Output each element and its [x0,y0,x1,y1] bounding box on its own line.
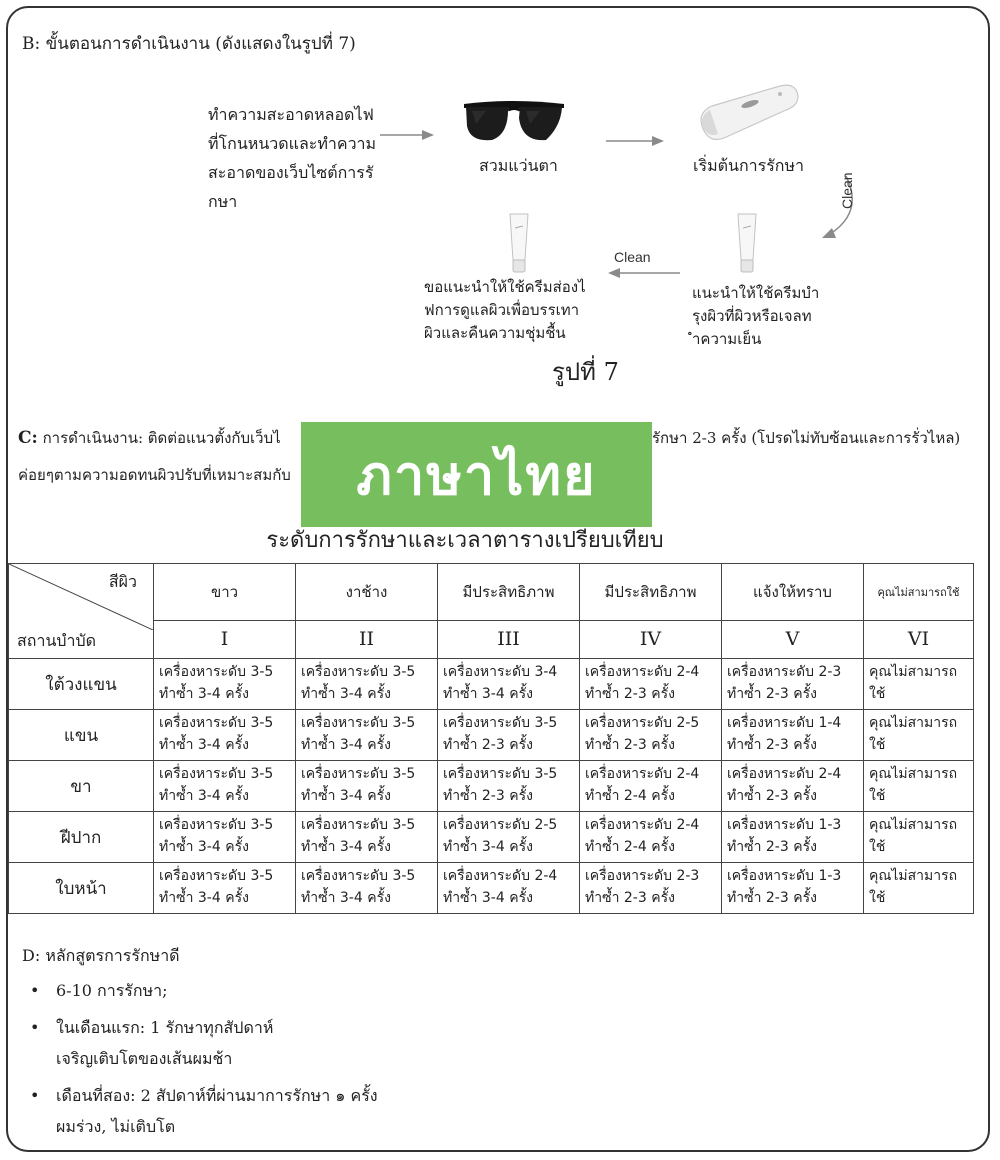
row-label: ฝีปาก [9,812,154,863]
table-row [9,659,974,710]
cream-tube-icon [508,212,530,274]
table-cell [580,863,722,914]
step-glasses-label: สวมแว่นตา [479,156,558,175]
cell-line: ทำซ้ำ 2-3 ครั้ง [585,686,675,702]
table-row [9,812,974,863]
clean-label: Clean [614,249,651,265]
skin-type-numeral: II [296,620,438,658]
step-clean-line: ทำความสะอาดหลอดไฟ [208,105,374,124]
treatment-area-label: สถานบำบัด [17,631,97,650]
cell-line: เครื่องหาระดับ 3-5 [443,766,558,782]
table-row [9,863,974,914]
cell-line: ทำซ้ำ 3-4 ครั้ง [301,890,391,906]
cell-line: เครื่องหาระดับ 3-5 [159,715,274,731]
cell-line: เครื่องหาระดับ 3-5 [443,715,558,731]
table-cell [296,863,438,914]
cell-line: เครื่องหาระดับ 2-3 [727,664,842,680]
cell-line: ทำซ้ำ 2-3 ครั้ง [443,737,533,753]
table-cell [438,761,580,812]
cell-line: เครื่องหาระดับ 3-5 [301,766,416,782]
step-clean-line: ที่โกนหนวดและทำความ [208,134,377,153]
step-cream-line: รุงผิวที่ผิวหรือเจลท [692,307,812,325]
section-d-label: D: [22,946,41,965]
bullet-icon: • [30,1018,40,1037]
row-label: ใต้วงแขน [9,659,154,710]
step-clean-text [208,100,376,216]
cell-line: ทำซ้ำ 3-4 ครั้ง [443,890,533,906]
cell-line: เครื่องหาระดับ 3-5 [301,715,416,731]
step-clean-line: กษา [208,192,238,211]
cell-line: ทำซ้ำ 2-3 ครั้ง [727,788,817,804]
cell-line: ใช้ [869,788,886,804]
cell-line: เครื่องหาระดับ 2-4 [585,766,700,782]
table-roman-row [9,620,974,658]
cell-line: เครื่องหาระดับ 2-4 [727,766,842,782]
row-label: แขน [9,710,154,761]
cell-line: เครื่องหาระดับ 3-5 [159,817,274,833]
cell-line: ทำซ้ำ 2-3 ครั้ง [585,890,675,906]
col-header: มีประสิทธิภาพ [438,564,580,621]
col-header: ขาว [154,564,296,621]
cell-line: เครื่องหาระดับ 1-3 [727,817,842,833]
arrow-right-icon [378,128,436,142]
table-cell [864,659,974,710]
skin-type-numeral: V [722,620,864,658]
step-soothe-line: ขอแนะนำให้ใช้ครีมส่องไ [424,278,586,296]
step-cream-line: แนะนำให้ใช้ครีมบำ [692,284,820,302]
table-cell [722,659,864,710]
cell-line: ทำซ้ำ 3-4 ครั้ง [159,788,249,804]
table-cell [154,659,296,710]
cell-line: เครื่องหาระดับ 3-5 [159,766,274,782]
table-cell [864,812,974,863]
table-cell [864,710,974,761]
cell-line: เครื่องหาระดับ 3-4 [443,664,558,680]
section-c-label: C: [18,428,38,448]
table-cell [580,812,722,863]
table-cell [296,761,438,812]
cell-line: คุณไม่สามารถ [869,664,958,680]
cell-line: ทำซ้ำ 3-4 ครั้ง [301,737,391,753]
row-label: ใบหน้า [9,863,154,914]
cell-line: ใช้ [869,839,886,855]
cell-line: ทำซ้ำ 2-3 ครั้ง [727,839,817,855]
section-c-text: การดำเนินงาน: ติดต่อแนวตั้งกับเว็บไ [42,429,281,447]
list-item-line: เดือนที่สอง: 2 สัปดาห์ที่ผ่านมาการรักษา ๑ ครั้ง [56,1086,378,1105]
cell-line: เครื่องหาระดับ 2-5 [443,817,558,833]
table-cell [722,863,864,914]
table-cell [438,659,580,710]
treatment-level-table [8,563,974,914]
section-b-heading [22,30,356,57]
table-cell [580,761,722,812]
cell-line: เครื่องหาระดับ 2-4 [443,868,558,884]
step-cream-text [692,282,819,351]
cell-line: เครื่องหาระดับ 2-4 [585,817,700,833]
list-item-line: 6-10 การรักษา; [56,981,168,1000]
skin-type-numeral: VI [864,620,974,658]
cell-line: เครื่องหาระดับ 1-3 [727,868,842,884]
cell-line: ใช้ [869,890,886,906]
table-cell [154,863,296,914]
table-body [9,659,974,914]
cell-line: ทำซ้ำ 2-4 ครั้ง [585,839,675,855]
cell-line: ทำซ้ำ 3-4 ครั้ง [301,839,391,855]
cell-line: เครื่องหาระดับ 2-4 [585,664,700,680]
list-item-line: ในเดือนแรก: 1 รักษาทุกสัปดาห์ [56,1018,274,1037]
bullet-icon: • [30,1086,40,1105]
table-cell [154,710,296,761]
cell-line: คุณไม่สามารถ [869,766,958,782]
table-cell [438,812,580,863]
bullet-icon: • [30,981,40,1000]
table-cell [154,761,296,812]
banner-text: ภาษาไทย [356,443,597,507]
cell-line: เครื่องหาระดับ 1-4 [727,715,842,731]
step-clean-line: สะอาดของเว็บไซต์การรั [208,163,374,182]
table-cell [154,812,296,863]
col-header: งาช้าง [296,564,438,621]
language-banner [301,422,652,527]
step-soothe-line: ผิวและคืนความชุ่มชื้น [424,324,566,342]
section-c-line1-start [18,422,281,454]
list-item-line: เจริญเติบโตของเส้นผมช้า [56,1049,233,1068]
cell-line: เครื่องหาระดับ 3-5 [301,868,416,884]
cell-line: ทำซ้ำ 3-4 ครั้ง [443,839,533,855]
course-list [30,975,656,1142]
cell-line: ทำซ้ำ 3-4 ครั้ง [159,686,249,702]
skin-type-numeral: IV [580,620,722,658]
section-c-line2: ค่อยๆตามความอดทนผิวปรับที่เหมาะสมกับ [18,466,291,484]
table-row [9,761,974,812]
ipl-device-icon [694,82,804,146]
table-cell [722,812,864,863]
cell-line: ทำซ้ำ 2-3 ครั้ง [443,788,533,804]
table-cell [438,710,580,761]
cell-line: เครื่องหาระดับ 2-5 [585,715,700,731]
section-b-label: B: [22,34,41,54]
table-cell [722,761,864,812]
col-header: คุณไม่สามารถใช้ [864,564,974,621]
cell-line: ทำซ้ำ 3-4 ครั้ง [301,686,391,702]
table-cell [864,863,974,914]
cell-line: ทำซ้ำ 2-3 ครั้ง [727,890,817,906]
table-row [9,710,974,761]
table-cell [580,659,722,710]
cell-line: ทำซ้ำ 3-4 ครั้ง [443,686,533,702]
list-item [30,1080,656,1142]
skin-type-numeral: I [154,620,296,658]
table-cell [438,863,580,914]
col-header: มีประสิทธิภาพ [580,564,722,621]
arrow-left-icon [606,266,682,280]
cell-line: ทำซ้ำ 2-3 ครั้ง [727,686,817,702]
section-b-title: ขั้นตอนการดำเนินงาน (ดังแสดงในรูปที่ 7) [45,34,356,54]
skin-color-label: สีผิว [108,572,137,591]
cell-line: ทำซ้ำ 3-4 ครั้ง [159,890,249,906]
cell-line: เครื่องหาระดับ 2-3 [585,868,700,884]
cell-line: ทำซ้ำ 2-3 ครั้ง [585,737,675,753]
step-start-label: เริ่มต้นการรักษา [693,156,805,175]
section-c-line1-end: รักษา 2-3 ครั้ง (โปรดไม่ทับซ้อนและการรั่วไหล) [652,429,961,447]
clean-label-vertical: Clean [839,172,855,209]
table-header-row [9,564,974,621]
list-item [30,975,656,1006]
cell-line: เครื่องหาระดับ 3-5 [159,868,274,884]
table-cell [722,710,864,761]
cream-tube-icon [736,212,758,274]
cell-line: คุณไม่สามารถ [869,868,958,884]
skin-type-numeral: III [438,620,580,658]
cell-line: ทำซ้ำ 3-4 ครั้ง [159,839,249,855]
table-corner-cell [9,564,154,659]
row-label: ขา [9,761,154,812]
cell-line: เครื่องหาระดับ 3-5 [159,664,274,680]
table-cell [580,710,722,761]
cell-line: ใช้ [869,686,886,702]
list-item [30,1012,656,1074]
step-cream-line: ำความเย็น [692,330,762,348]
cell-line: เครื่องหาระดับ 3-5 [301,664,416,680]
cell-line: ใช้ [869,737,886,753]
col-header: แจ้งให้ทราบ [722,564,864,621]
cell-line: คุณไม่สามารถ [869,715,958,731]
section-d-heading [22,944,180,969]
step-soothe-text [424,276,586,345]
step-soothe-line: ฟการดูแลผิวเพื่อบรรเทา [424,301,580,319]
section-d-title: หลักสูตรการรักษาดี [45,946,180,965]
arrow-right-icon [604,134,666,148]
sunglasses-icon [462,98,566,146]
table-cell [864,761,974,812]
table-cell [296,812,438,863]
cell-line: เครื่องหาระดับ 3-5 [301,817,416,833]
list-item-line: ผมร่วง, ไม่เติบโต [56,1117,176,1136]
table-title: ระดับการรักษาและเวลาตารางเปรียบเทียบ [266,528,664,553]
figure-caption: รูปที่ 7 [552,358,619,386]
cell-line: ทำซ้ำ 2-3 ครั้ง [727,737,817,753]
cell-line: คุณไม่สามารถ [869,817,958,833]
cell-line: ทำซ้ำ 2-4 ครั้ง [585,788,675,804]
table-cell [296,710,438,761]
cell-line: ทำซ้ำ 3-4 ครั้ง [159,737,249,753]
table-cell [296,659,438,710]
cell-line: ทำซ้ำ 3-4 ครั้ง [301,788,391,804]
